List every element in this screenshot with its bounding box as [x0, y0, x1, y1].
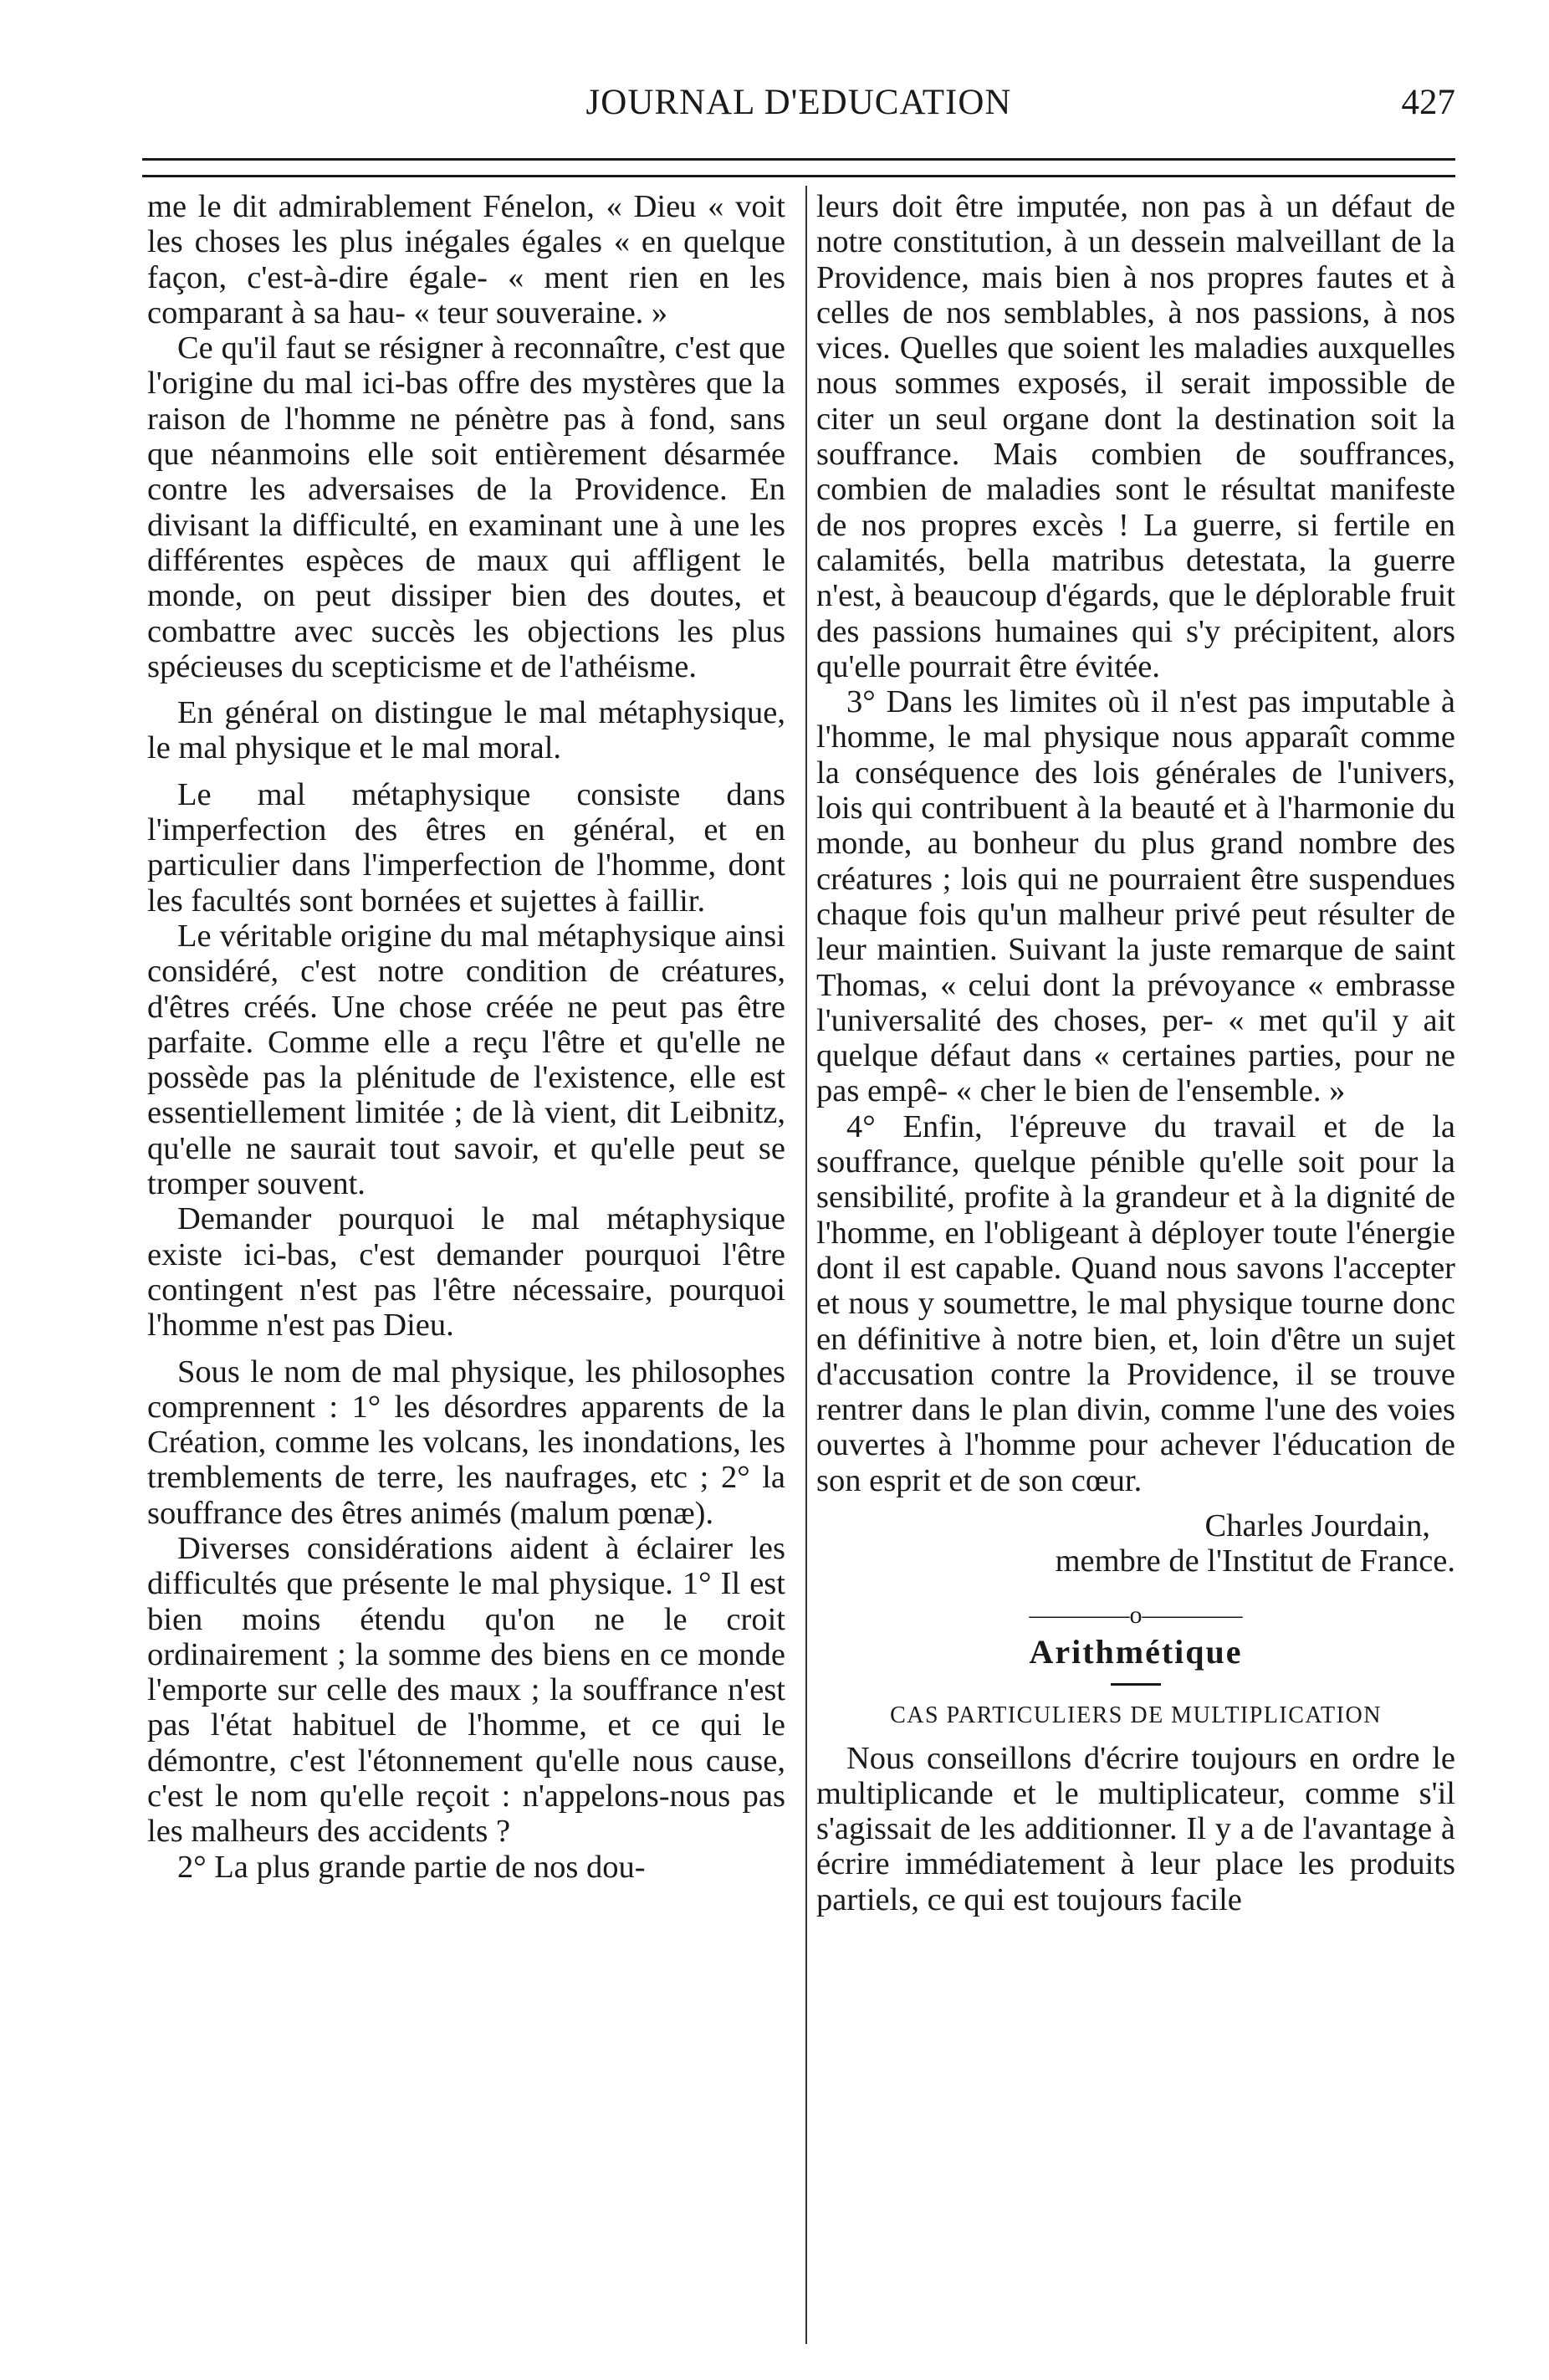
- paragraph: 3° Dans les limites où il n'est pas imputable à l'homme, le mal physique nous apparaît comme la conséquence des lois générales de l'univers, lois qui contribuent à la beauté et à l'harmonie du monde, au bonheur du plus grand nombre des créatures ; lois qui ne pourraient être suspendues chaque fois qu'un malheur privé peut résulter de leur maintien. Suivant la juste remarque de saint Thomas, « celui dont la prévoyance « embrasse l'universalité des choses, per- « met qu'il y ait quelque défaut dans « certaines parties, pour ne pas empê- « cher le bien de l'ensemble. »: [816, 684, 1455, 1109]
- column-divider: [805, 186, 807, 2344]
- section-title: Arithmétique: [1029, 1632, 1243, 1671]
- paragraph: Le mal métaphysique consiste dans l'imperfection des êtres en général, et en particulier dans l'imperfection de l'homme, dont les facultés sont bornées et sujettes à faillir.: [147, 776, 785, 919]
- paragraph: Ce qu'il faut se résigner à reconnaître, c'est que l'origine du mal ici-bas offre des mystères que la raison de l'homme ne pénètre pas à fond, sans que néanmoins elle soit entièrement désarmée contre les adversaises de la Providence. En divisant la difficulté, en examinant une à une les différentes espèces de maux qui affligent le monde, on peut dissiper bien des doutes, et combattre avec succès les objections les plus spécieuses du scepticisme et de l'athéisme.: [147, 330, 785, 684]
- header-rule-top: [142, 158, 1455, 161]
- paragraph: 2° La plus grande partie de nos dou-: [177, 1849, 646, 1885]
- paragraph: Demander pourquoi le mal métaphysique existe ici-bas, c'est demander pourquoi l'être contingent n'est pas l'être nécessaire, pourquoi l'homme n'est pas Dieu.: [147, 1201, 785, 1344]
- title-dash: [1111, 1683, 1161, 1686]
- right-column: [816, 189, 1455, 1917]
- paragraph: 4° Enfin, l'épreuve du travail et de la souffrance, quelque pénible qu'elle soit pour la sensibilité, profite à la grandeur et à la dignité de l'homme, en l'obligeant à déployer toute l'énergie dont il est capable. Quand nous savons l'accepter et nous y soumettre, le mal physique tourne donc en définitive à notre bien, et, loin d'être un sujet d'accusation contre la Providence, il se trouve rentrer dans le plan divin, comme l'une des voies ouvertes à l'homme pour achever l'éducation de son esprit et de son cœur.: [816, 1108, 1455, 1498]
- page-number: 427: [1401, 83, 1455, 122]
- signature-name: Charles Jourdain,: [1204, 1507, 1430, 1543]
- paragraph: Sous le nom de mal physique, les philosophes comprennent : 1° les désordres apparents de la Création, comme les volcans, les inondations, les tremblements de terre, les naufrages, etc ; 2° la souffrance des êtres animés (malum pœnæ).: [147, 1354, 785, 1531]
- signature-affiliation: membre de l'Institut de France.: [1055, 1543, 1455, 1579]
- paragraph: Nous conseillons d'écrire toujours en ordre le multiplicande et le multiplicateur, comme s'il s'agissait de les additionner. Il y a de l'avantage à écrire immédiatement à leur place les produits partiels, ce qui est toujours facile: [816, 1740, 1455, 1917]
- section-separator: ————o————: [1029, 1600, 1243, 1629]
- journal-title: JOURNAL D'EDUCATION: [585, 83, 1012, 122]
- left-column: [147, 189, 785, 1885]
- paragraph: leurs doit être imputée, non pas à un défaut de notre constitution, à un dessein malveillant de la Providence, mais bien à nos propres fautes et à celles de nos semblables, à nos passions, à nos vices. Quelles que soient les maladies auxquelles nous sommes exposés, il serait impossible de citer un seul organe dont la destination soit la souffrance. Mais combien de souffrances, combien de maladies sont le résultat manifeste de nos propres excès ! La guerre, si fertile en calamités, bella matribus detestata, la guerre n'est, à beaucoup d'égards, que le déplorable fruit des passions humaines qui s'y précipitent, alors qu'elle pourrait être évitée.: [816, 189, 1455, 684]
- page-header: [142, 80, 1455, 131]
- paragraph: En général on distingue le mal métaphysique, le mal physique et le mal moral.: [147, 695, 785, 766]
- section-subtitle: CAS PARTICULIERS DE MULTIPLICATION: [890, 1702, 1382, 1728]
- header-rule-bottom: [142, 175, 1455, 177]
- paragraph: Diverses considérations aident à éclairer les difficultés que présente le mal physique. 1° Il est bien moins étendu qu'on ne le croit ordinairement ; la somme des biens en ce monde l'emporte sur celle des maux ; la souffrance n'est pas l'état habituel de l'homme, et ce qui le démontre, c'est l'étonnement qu'elle nous cause, c'est le nom qu'elle reçoit : n'appelons-nous pas les malheurs des accidents ?: [147, 1530, 785, 1850]
- paragraph: Le véritable origine du mal métaphysique ainsi considéré, c'est notre condition de créatures, d'êtres créés. Une chose créée ne peut pas être parfaite. Comme elle a reçu l'être et qu'elle ne possède pas la plénitude de l'existence, elle est essentiellement limitée ; de là vient, dit Leibnitz, qu'elle ne saurait tout savoir, et qu'elle peut se tromper souvent.: [147, 918, 785, 1202]
- paragraph: me le dit admirablement Fénelon, « Dieu « voit les choses les plus inégales égales « en quelque façon, c'est-à-dire égale- « ment rien en les comparant à sa hau- « teur souveraine. »: [147, 189, 785, 330]
